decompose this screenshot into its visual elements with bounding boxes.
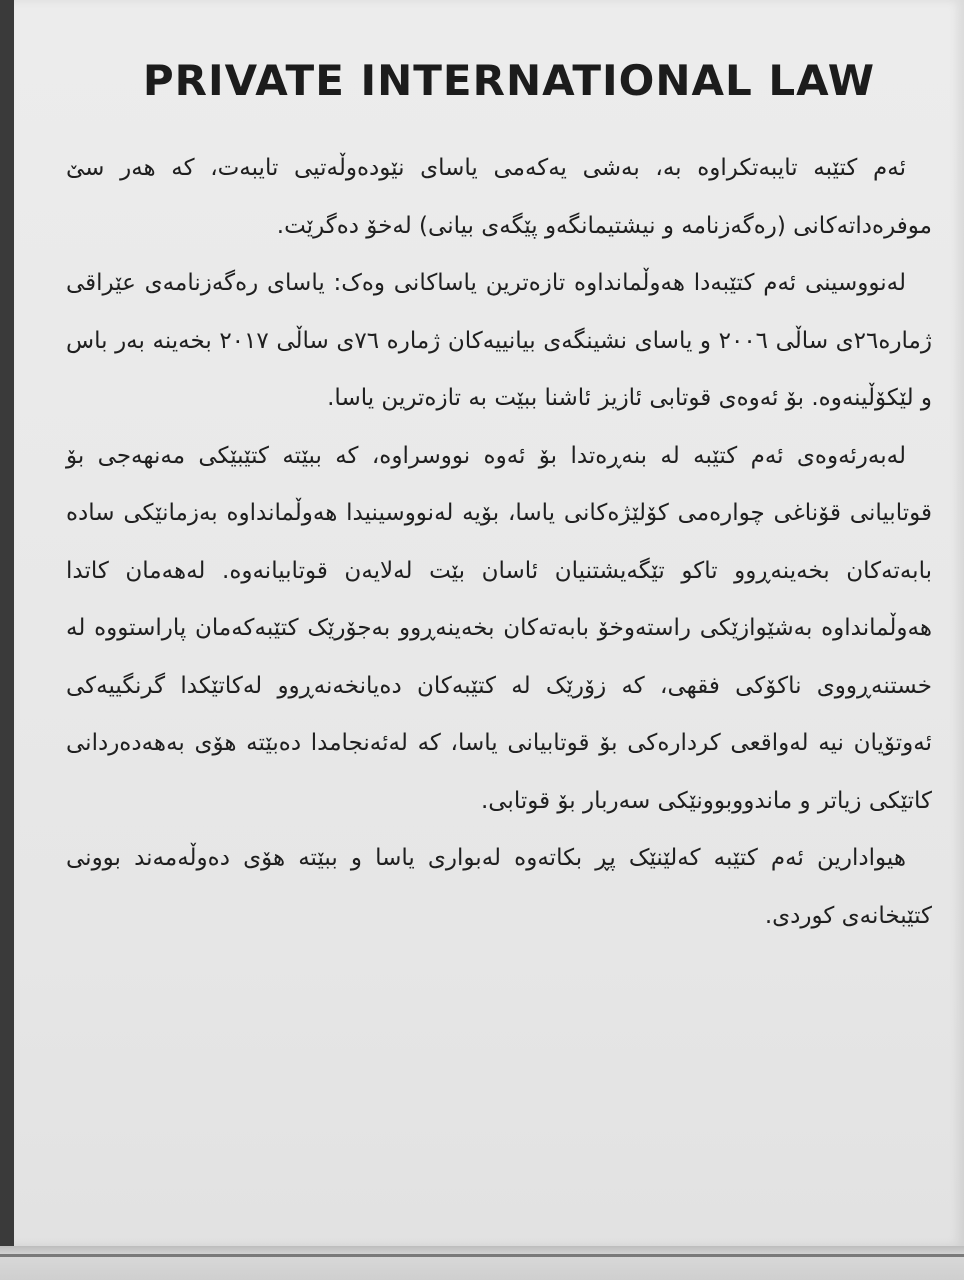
paragraph-2: لەنووسینی ئەم کتێبەدا هەوڵمانداوە تازەترین یاساکانی وەک: یاسای رەگەزنامەی عێراقی ژمارە٢٦ی ساڵی ٢٠٠٦ و یاسای نشینگەی بیانییەکان ژمارە ٧٦ی ساڵی ٢٠١٧ بخەینە بەر باس و لێکۆڵینەوە. بۆ ئەوەی قوتابی ئازیز ئاشنا ببێت بە تازەترین یاسا.	[66, 270, 932, 411]
body-text	[66, 140, 932, 945]
paragraph-1: ئەم کتێبە تایبەتکراوە بە، بەشی یەکەمی یاسای نێودەوڵەتیی تایبەت، کە هەر سێ موفرەداتەکانی (رەگەزنامە و نیشتیمانگەو پێگەی بیانی) لەخۆ دەگرێت.	[66, 155, 932, 239]
book-page	[14, 0, 964, 1246]
paragraph-3: لەبەرئەوەی ئەم کتێبە لە بنەڕەتدا بۆ ئەوە نووسراوە، کە ببێتە کتێبێکی مەنهەجی بۆ قوتابیانی قۆناغی چوارەمی کۆلێژەکانی یاسا، بۆیە لەنووسینیدا هەوڵمانداوە بەزمانێکی سادە بابەتەکان بخەینەڕوو تاکو تێگەیشتنیان ئاسان بێت لەلایەن قوتابیانەوە. لەهەمان کاتدا هەوڵمانداوە بەشێوازێکی راستەوخۆ بابەتەکان بخەینەڕوو بەجۆرێک کتێبەکەمان پاراستووە لە خستنەڕووی ناکۆکی فقهی، کە زۆرێک لە کتێبەکان دەیانخەنەڕوو لەکاتێکدا گرنگییەکی ئەوتۆیان نیە لەواقعی کردارەکی بۆ قوتابیانی یاسا، کە لەئەنجامدا دەبێتە هۆی بەهەدەردانی کاتێکی زیاتر و ماندووبوونێکی سەربار بۆ قوتابی.	[66, 442, 932, 814]
page-edge	[0, 1246, 964, 1280]
paragraph-4: هیوادارین ئەم کتێبە کەلێنێک پڕ بکاتەوە لەبواری یاسا و ببێتە هۆی دەوڵەمەند بوونی کتێبخانەی کوردی.	[66, 845, 932, 929]
page-edge-line	[0, 1254, 964, 1257]
page-title: PRIVATE INTERNATIONAL LAW	[142, 56, 876, 105]
